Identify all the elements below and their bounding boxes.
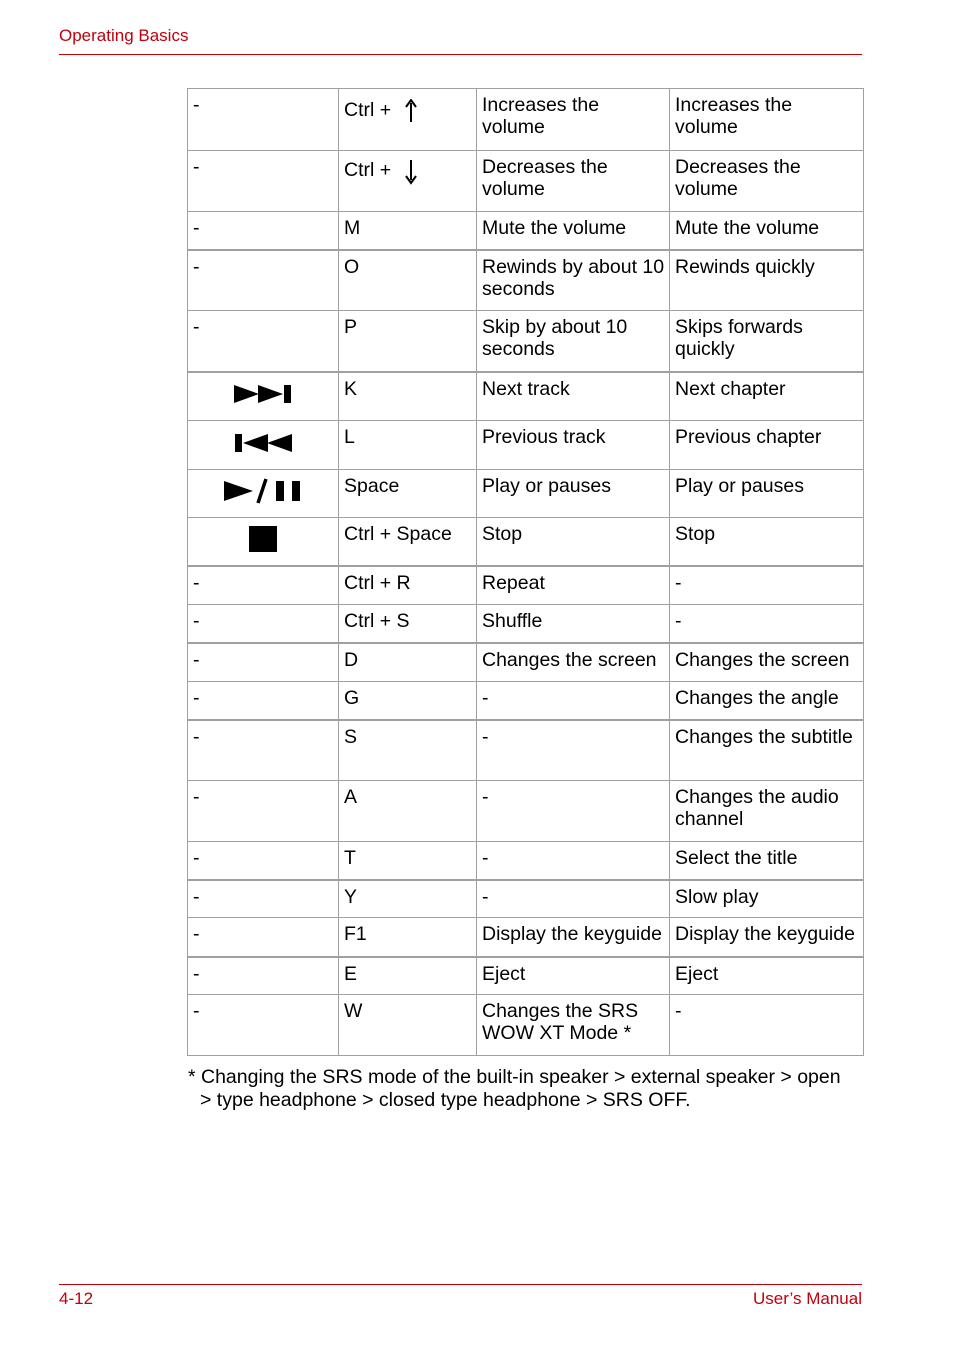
table-row [188, 372, 864, 421]
video-cell: Changes the audio channel [670, 781, 864, 842]
button-cell [188, 372, 339, 421]
next-track-icon [233, 388, 293, 410]
table-row [188, 212, 864, 250]
table-row [188, 781, 864, 842]
key-cell: Ctrl + S [339, 605, 477, 643]
button-cell: - [188, 720, 339, 781]
key-cell: L [339, 421, 477, 470]
table-row [188, 518, 864, 566]
key-cell: Space [339, 470, 477, 518]
music-cell: Stop [477, 518, 670, 566]
manual-title: User’s Manual [753, 1289, 862, 1308]
video-cell: - [670, 566, 864, 605]
music-cell: Repeat [477, 566, 670, 605]
table-row [188, 311, 864, 372]
video-cell: Increases the volume [670, 89, 864, 151]
key-cell: O [339, 250, 477, 311]
video-cell: - [670, 995, 864, 1056]
music-cell: Display the keyguide [477, 918, 670, 957]
music-cell: Previous track [477, 421, 670, 470]
button-cell: - [188, 605, 339, 643]
video-cell: Play or pauses [670, 470, 864, 518]
table-row [188, 566, 864, 605]
page-header-title: Operating Basics [59, 26, 189, 45]
button-cell: - [188, 250, 339, 311]
table-row [188, 151, 864, 212]
key-prefix: Ctrl + [344, 99, 397, 121]
footnote-line-2: > type headphone > closed type headphone > SRS OFF. [200, 1089, 691, 1111]
music-cell: Changes the screen [477, 643, 670, 682]
table-row [188, 918, 864, 957]
music-cell: Decreases the volume [477, 151, 670, 212]
table-row [188, 880, 864, 918]
button-cell [188, 470, 339, 518]
key-cell: T [339, 842, 477, 880]
key-cell: P [339, 311, 477, 372]
table-row [188, 250, 864, 311]
video-cell: Skips forwards quickly [670, 311, 864, 372]
key-cell: S [339, 720, 477, 781]
key-cell: F1 [339, 918, 477, 957]
button-cell [188, 518, 339, 566]
up-arrow-icon [405, 99, 417, 128]
button-cell: - [188, 212, 339, 250]
table-row [188, 470, 864, 518]
key-cell: K [339, 372, 477, 421]
footnote [188, 1066, 868, 1112]
button-cell: - [188, 842, 339, 880]
table-row [188, 957, 864, 995]
button-cell: - [188, 311, 339, 372]
video-cell: Changes the screen [670, 643, 864, 682]
button-cell: - [188, 995, 339, 1056]
button-cell: - [188, 682, 339, 720]
table-row [188, 643, 864, 682]
video-cell: Slow play [670, 880, 864, 918]
music-cell: Eject [477, 957, 670, 995]
down-arrow-icon [405, 159, 417, 190]
table-row [188, 720, 864, 781]
button-cell: - [188, 781, 339, 842]
music-cell: Next track [477, 372, 670, 421]
button-cell: - [188, 151, 339, 212]
button-cell: - [188, 918, 339, 957]
video-cell: - [670, 605, 864, 643]
table-row [188, 421, 864, 470]
button-cell: - [188, 566, 339, 605]
music-cell: - [477, 720, 670, 781]
video-cell: Decreases the volume [670, 151, 864, 212]
table-row [188, 605, 864, 643]
music-cell: Increases the volume [477, 89, 670, 151]
video-cell: Rewinds quickly [670, 250, 864, 311]
table-row [188, 682, 864, 720]
music-cell: - [477, 781, 670, 842]
footer-rule [59, 1284, 862, 1285]
key-cell: Ctrl + R [339, 566, 477, 605]
button-cell: - [188, 89, 339, 151]
key-cell: W [339, 995, 477, 1056]
music-cell: Changes the SRS WOW XT Mode * [477, 995, 670, 1056]
music-cell: Rewinds by about 10 seconds [477, 250, 670, 311]
key-cell: A [339, 781, 477, 842]
play-pause-icon [223, 488, 303, 510]
footnote-line-1: * Changing the SRS mode of the built-in speaker > external speaker > open [188, 1066, 841, 1088]
music-cell: Shuffle [477, 605, 670, 643]
table-row [188, 842, 864, 880]
video-cell: Changes the angle [670, 682, 864, 720]
video-cell: Select the title [670, 842, 864, 880]
music-cell: Play or pauses [477, 470, 670, 518]
music-cell: - [477, 880, 670, 918]
music-cell: - [477, 842, 670, 880]
button-cell: - [188, 880, 339, 918]
header-rule [59, 54, 862, 55]
button-cell [188, 421, 339, 470]
table-row [188, 89, 864, 151]
key-cell: M [339, 212, 477, 250]
button-cell: - [188, 643, 339, 682]
key-cell [339, 89, 477, 151]
key-cell: D [339, 643, 477, 682]
key-prefix: Ctrl + [344, 159, 397, 181]
stop-icon [248, 536, 278, 558]
music-cell: Mute the volume [477, 212, 670, 250]
key-cell [339, 151, 477, 212]
key-cell: Ctrl + Space [339, 518, 477, 566]
page-number: 4-12 [59, 1289, 94, 1308]
video-cell: Display the keyguide [670, 918, 864, 957]
video-cell: Stop [670, 518, 864, 566]
table-row [188, 995, 864, 1056]
video-cell: Changes the subtitle [670, 720, 864, 781]
keyboard-shortcut-table [187, 88, 864, 1056]
video-cell: Eject [670, 957, 864, 995]
video-cell: Mute the volume [670, 212, 864, 250]
music-cell: - [477, 682, 670, 720]
video-cell: Previous chapter [670, 421, 864, 470]
button-cell: - [188, 957, 339, 995]
video-cell: Next chapter [670, 372, 864, 421]
previous-track-icon [233, 437, 293, 459]
key-cell: Y [339, 880, 477, 918]
key-cell: E [339, 957, 477, 995]
key-cell: G [339, 682, 477, 720]
music-cell: Skip by about 10 seconds [477, 311, 670, 372]
